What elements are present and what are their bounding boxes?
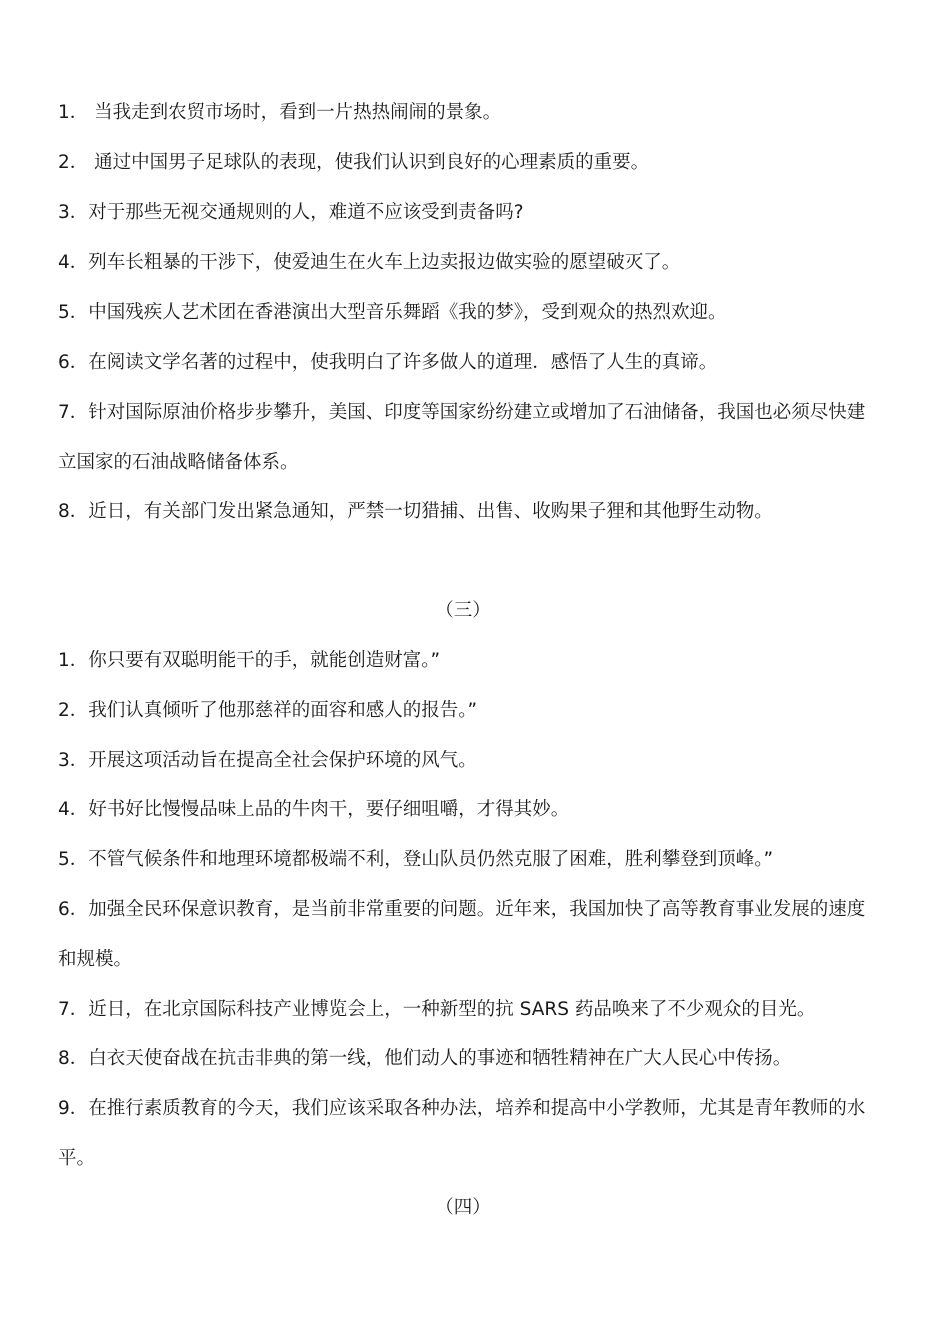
sentence-2-3: 3．对于那些无视交通规则的人，难道不应该受到责备吗? <box>58 202 524 223</box>
sentence-3-9-continued: 平。 <box>58 1148 96 1169</box>
sentence-3-6-continued: 和规模。 <box>58 949 133 970</box>
sentence-3-2: 2．我们认真倾听了他那慈祥的面容和感人的报告。” <box>58 700 478 721</box>
sentence-3-8: 8．白衣天使奋战在抗击非典的第一线，他们动人的事迹和牺牲精神在广大人民心中传扬。 <box>58 1048 792 1069</box>
sentence-2-1: 1． 当我走到农贸市场时，看到一片热热闹闹的景象。 <box>58 102 502 123</box>
sentence-3-9: 9．在推行素质教育的今天，我们应该采取各种办法，培养和提高中小学教师，尤其是青年教师的水 <box>58 1098 866 1119</box>
sentence-2-6: 6．在阅读文学名著的过程中，使我明白了许多做人的道理．感悟了人生的真谛。 <box>58 352 718 373</box>
sentence-3-5: 5．不管气候条件和地理环境都极端不利，登山队员仍然克服了困难，胜利攀登到顶峰。” <box>58 849 774 870</box>
sentence-3-1: 1．你只要有双聪明能干的手，就能创造财富。” <box>58 650 441 671</box>
section-heading-3: （三） <box>435 600 491 621</box>
sentence-3-7: 7．近日，在北京国际科技产业博览会上，一种新型的抗 SARS 药品唤来了不少观众的目光。 <box>58 999 816 1020</box>
sentence-2-4: 4．列车长粗暴的干涉下，使爱迪生在火车上边卖报边做实验的愿望破灭了。 <box>58 252 681 273</box>
sentence-2-7: 7．针对国际原油价格步步攀升，美国、印度等国家纷纷建立或增加了石油储备，我国也必须尽快建 <box>58 402 866 423</box>
sentence-3-6: 6．加强全民环保意识教育，是当前非常重要的问题。近年来，我国加快了高等教育事业发展的速度 <box>58 899 866 920</box>
section-heading-4: （四） <box>435 1197 491 1218</box>
sentence-3-4: 4．好书好比慢慢品味上品的牛肉干，要仔细咀嚼，才得其妙。 <box>58 799 570 820</box>
sentence-2-5: 5．中国残疾人艺术团在香港演出大型音乐舞蹈《我的梦》，受到观众的热烈欢迎。 <box>58 302 727 323</box>
sentence-3-3: 3．开展这项活动旨在提高全社会保护环境的风气。 <box>58 750 477 771</box>
sentence-2-7-continued: 立国家的石油战略储备体系。 <box>58 452 299 473</box>
sentence-2-8: 8．近日，有关部门发出紧急通知，严禁一切猎捕、出售、收购果子狸和其他野生动物。 <box>58 501 773 522</box>
sentence-2-2: 2． 通过中国男子足球队的表现，使我们认识到良好的心理素质的重要。 <box>58 152 650 173</box>
